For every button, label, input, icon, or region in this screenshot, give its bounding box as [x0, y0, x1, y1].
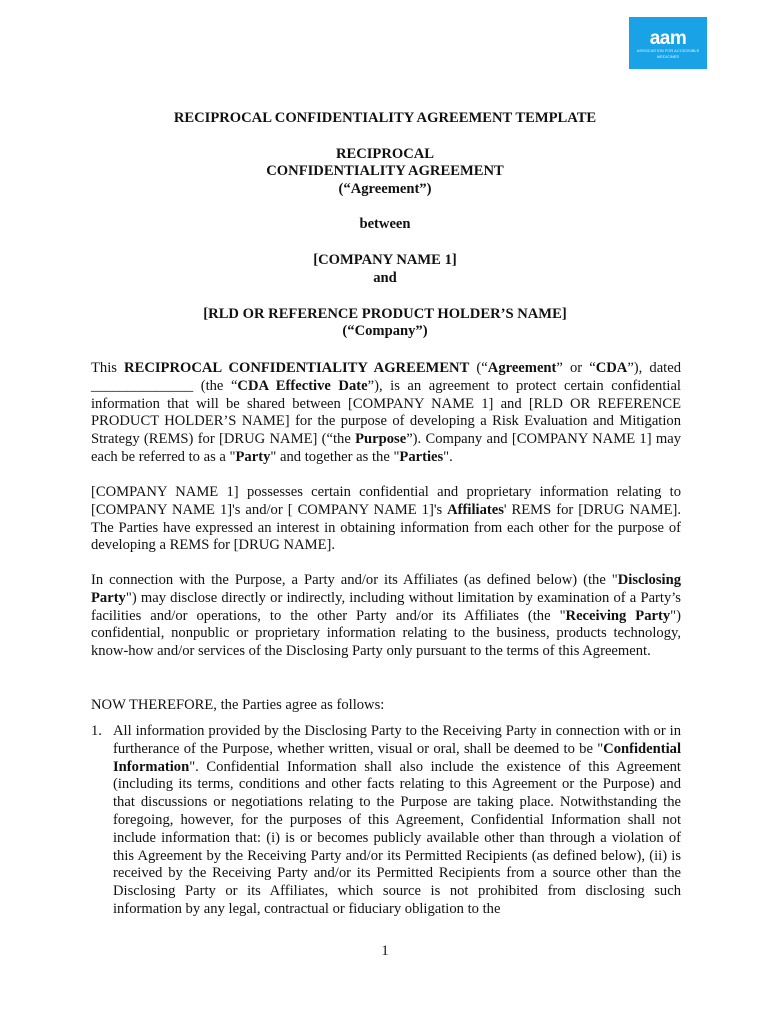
- paragraph-intro: This RECIPROCAL CONFIDENTIALITY AGREEMENT (“Agreement” or “CDA”), dated ______________ (the “CDA Effective Date”), is an agreement to protect certain confidential information that will be shared between [COMPANY NAME 1] and [RLD OR REFERENCE PRODUCT HOLDER’S NAME] for the purpose of developing a Risk Evaluation and Mitigation Strategy (REMS) for [DRUG NAME] (“the Purpose”). Company and [COMPANY NAME 1] may each be referred to as a "Party" and together as the "Parties".: [91, 360, 682, 465]
- heading-party-2-label: (“Company”): [342, 323, 428, 339]
- paragraph-background: [COMPANY NAME 1] possesses certain confidential and proprietary information relating to [COMPANY NAME 1]'s and/or [ COMPANY NAME 1]'s Affiliates' REMS for [DRUG NAME]. The Parties have expressed an interest in obtaining information from each other for the purpose of developing a REMS for [DRUG NAME].: [91, 484, 681, 554]
- heading-party-1: [COMPANY NAME 1]: [313, 252, 457, 268]
- heading-between: between: [359, 216, 411, 232]
- page-number: 1: [381, 943, 389, 959]
- heading-line-3: (“Agreement”): [338, 181, 432, 197]
- document-title: RECIPROCAL CONFIDENTIALITY AGREEMENT TEMPLATE: [173, 110, 597, 126]
- clause-number: 1.: [91, 723, 102, 739]
- clause-body: All information provided by the Disclosing Party to the Receiving Party in connection with or in furtherance of the Purpose, whether written, visual or oral, shall be deemed to be "Confidential Information". Confidential Information shall also include the existence of this Agreement (including its terms, conditions and other facts relating to this Agreement or the Purpose) and that discussions or negotiations relating to the Purpose are taking place. Notwithstanding the foregoing, however, for the purposes of this Agreement, Confidential Information shall not include information that: (i) is or becomes publicly available other than through a violation of this Agreement by the Receiving Party and/or its Permitted Recipients (as defined below), (ii) is received by the Receiving Party and/or its Permitted Recipients from a source other than the Disclosing Party or its Affiliates, which source is not prohibited from disclosing such information by any legal, contractual or fiduciary obligation to the: [113, 723, 681, 917]
- logo-mark: aam: [649, 28, 687, 49]
- heading-party-2: [RLD OR REFERENCE PRODUCT HOLDER’S NAME]: [203, 306, 567, 322]
- aam-logo: [629, 17, 707, 69]
- paragraph-purpose: In connection with the Purpose, a Party and/or its Affiliates (as defined below) (the "Disclosing Party") may disclose directly or indirectly, including without limitation by examination of a Party’s facilities and/or operations, to the other Party and/or its Affiliates (the "Receiving Party") confidential, nonpublic or proprietary information relating to the business, products technology, know-how and/or services of the Disclosing Party only pursuant to the terms of this Agreement.: [91, 572, 681, 660]
- heading-line-2: CONFIDENTIALITY AGREEMENT: [266, 163, 504, 179]
- clause-1: [91, 723, 681, 919]
- logo-tagline: ASSOCIATION FOR ACCESSIBLE MEDICINES: [636, 48, 700, 59]
- paragraph-now-therefore: NOW THEREFORE, the Parties agree as follows:: [91, 697, 385, 713]
- heading-and: and: [373, 270, 397, 286]
- heading-line-1: RECIPROCAL: [335, 146, 435, 162]
